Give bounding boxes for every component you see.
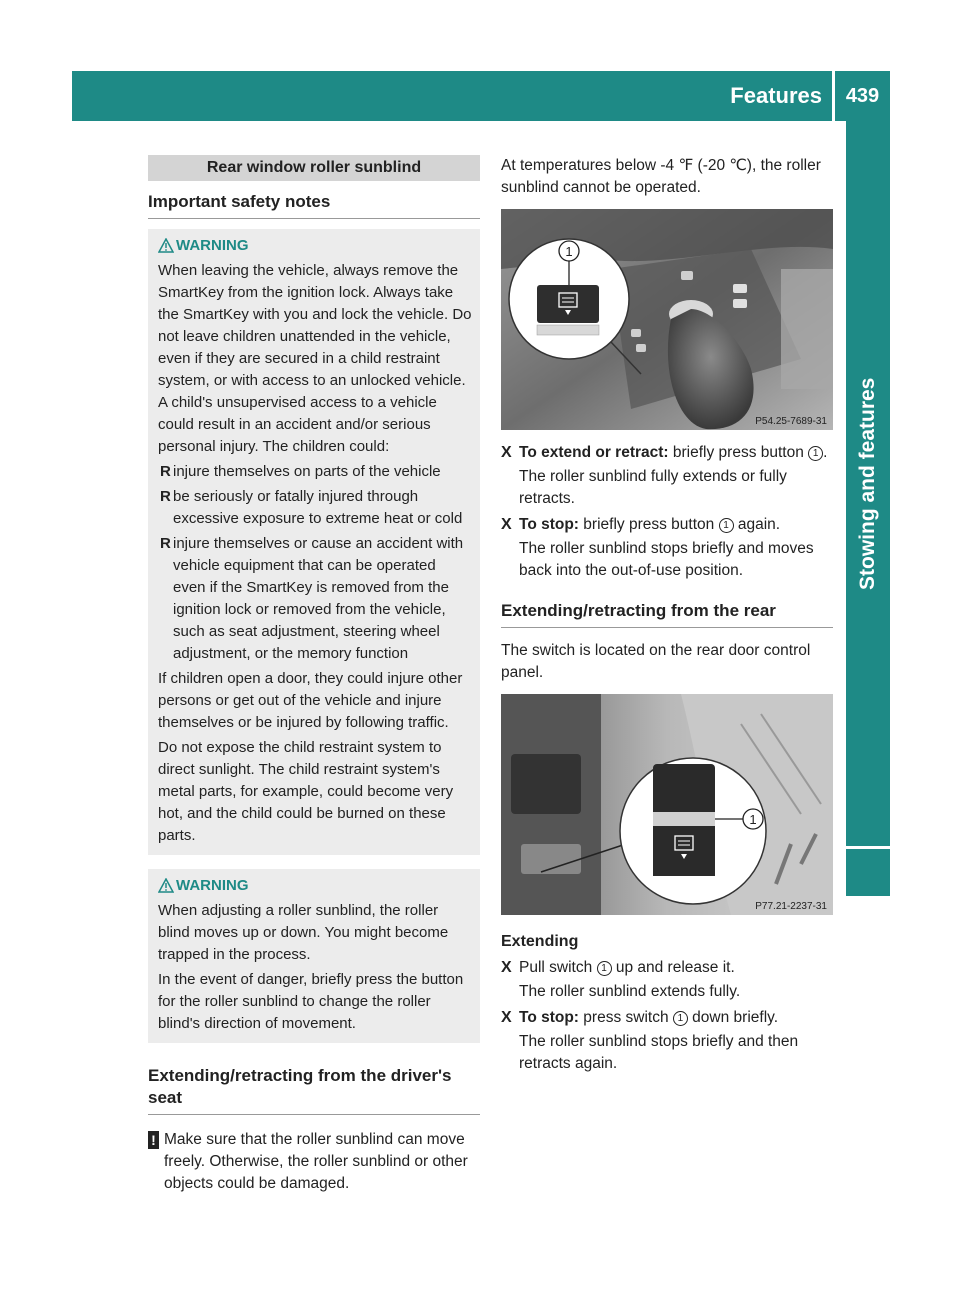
bullet-mark: R [160, 488, 171, 505]
warning-heading [158, 235, 472, 257]
step-text: again. [733, 516, 781, 533]
step-label: To stop: [519, 516, 579, 533]
right-column [501, 155, 833, 1075]
warning-bullet [158, 461, 472, 483]
step-detail: The roller sunblind stops briefly and then retracts again. [519, 1033, 799, 1072]
callout-ref: 1 [673, 1011, 688, 1026]
photo1-callout: 1 [565, 244, 573, 259]
callout-ref: 1 [808, 446, 823, 461]
callout-ref: 1 [597, 961, 612, 976]
side-tab-lower [846, 849, 890, 896]
step-extend-retract [501, 442, 833, 510]
left-column [148, 155, 480, 1195]
extending-title: Extending [501, 933, 579, 950]
bullet-text: be seriously or fatally injured through excessive exposure to extreme heat or cold [173, 488, 463, 527]
step-detail: The roller sunblind stops briefly and moves back into the out-of-use position. [519, 540, 814, 579]
step-text: press switch [578, 1009, 673, 1026]
page-title: Features [730, 83, 822, 108]
step-text: up and release it. [611, 959, 735, 976]
warning-paragraph: When adjusting a roller sunblind, the roller blind moves up or down. You might become trapped in the process. [158, 902, 449, 963]
step-detail: The roller sunblind extends fully. [519, 983, 741, 1000]
section-title: Rear window roller sunblind [148, 155, 480, 181]
warning-heading [158, 875, 472, 897]
warning-label: WARNING [176, 877, 249, 894]
warning-bullet [158, 486, 472, 530]
subhead-rear: Extending/retracting from the rear [501, 600, 833, 628]
step-mark: X [501, 516, 512, 533]
warning-label: WARNING [176, 237, 249, 254]
bullet-mark: R [160, 463, 171, 480]
header-bar [72, 71, 832, 121]
warning-paragraph: Do not expose the child restraint system to direct sunlight. The child restraint system's metal parts, for example, could become very hot, and the child could be burned on these parts. [158, 739, 454, 844]
warning-box-2 [148, 869, 480, 1043]
warning-box-1 [148, 229, 480, 855]
rear-note: The switch is located on the rear door control panel. [501, 642, 811, 681]
step-mark: X [501, 1009, 512, 1026]
warning-paragraph: In the event of danger, briefly press the button for the roller sunblind to change the roller blind's direction of movement. [158, 971, 464, 1032]
bullet-mark: R [160, 535, 171, 552]
step-mark: X [501, 444, 512, 461]
photo-center-console [501, 209, 833, 430]
warning-paragraph: When leaving the vehicle, always remove the SmartKey from the ignition lock. Always take the SmartKey with you and lock the vehicle. Do not leave children unattended in the vehicle, even if they are secured in a child restraint system, or with access to an unlocked vehicle. A child's unsupervised access to a vehicle could result in an accident and/or serious personal injury. The children could: [158, 262, 472, 455]
step-detail: The roller sunblind fully extends or fully retracts. [519, 468, 787, 507]
step-label: To stop: [519, 1009, 579, 1026]
notice [148, 1129, 480, 1195]
page-number: 439 [835, 71, 890, 121]
step-mark: X [501, 959, 512, 976]
warning-triangle-icon [158, 238, 174, 253]
photo1-code: P54.25-7689-31 [755, 416, 827, 427]
side-tab-label: Stowing and features [856, 377, 879, 590]
notice-text: Make sure that the roller sunblind can move freely. Otherwise, the roller sunblind or other objects could be damaged. [164, 1131, 468, 1192]
step-stop-rear [501, 1007, 833, 1075]
notice-icon: ! [148, 1131, 159, 1149]
callout-ref: 1 [719, 518, 734, 533]
subhead-driver-seat: Extending/retracting from the driver's seat [148, 1065, 480, 1115]
step-text: briefly press button [668, 444, 809, 461]
photo-rear-door-panel [501, 694, 833, 915]
temperature-note: At temperatures below -4 ℉ (-20 ℃), the roller sunblind cannot be operated. [501, 157, 821, 196]
step-text: Pull switch [519, 959, 597, 976]
step-pull-switch [501, 957, 833, 1003]
photo2-callout: 1 [749, 812, 757, 827]
bullet-text: injure themselves on parts of the vehicle [173, 463, 441, 480]
step-stop [501, 514, 833, 582]
warning-triangle-icon [158, 878, 174, 893]
warning-bullet [158, 533, 472, 665]
photo2-code: P77.21-2237-31 [755, 901, 827, 912]
step-text: down briefly. [687, 1009, 779, 1026]
bullet-text: injure themselves or cause an accident with vehicle equipment that can be operated even if the SmartKey is removed from the ignition lock or removed from the vehicle, such as seat adjustment, steering wheel adjustment, or the memory function [173, 535, 464, 662]
step-label: To extend or retract: [519, 444, 669, 461]
step-text: . [823, 444, 828, 461]
subhead-safety: Important safety notes [148, 191, 480, 219]
step-text: briefly press button [578, 516, 719, 533]
warning-paragraph: If children open a door, they could injure other persons or get out of the vehicle and injure themselves or be injured by following traffic. [158, 670, 463, 731]
